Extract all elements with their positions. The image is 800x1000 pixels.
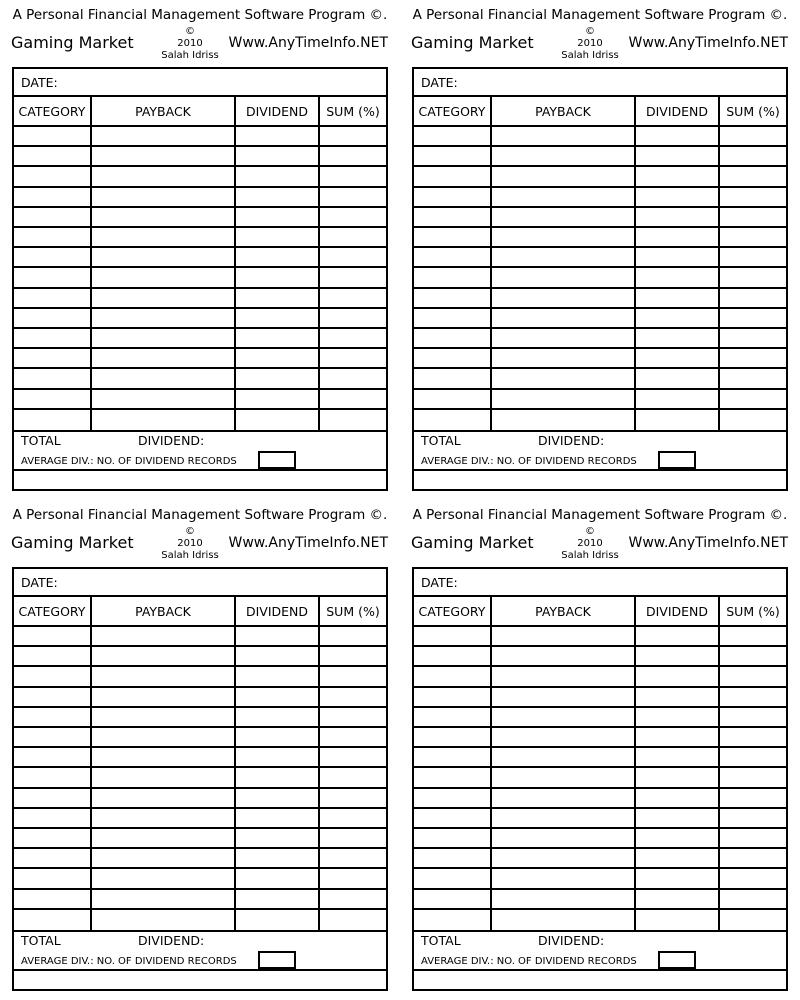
column-divider <box>234 97 236 432</box>
row-divider <box>14 686 386 688</box>
date-field[interactable] <box>14 69 386 97</box>
row-divider <box>414 847 786 849</box>
copyright-year: 2010 <box>177 538 203 549</box>
row-divider <box>414 125 786 127</box>
dividend-label: DIVIDEND: <box>538 433 605 448</box>
column-header-category: CATEGORY <box>18 104 86 119</box>
copyright-year: 2010 <box>577 538 603 549</box>
ledger-panel <box>400 500 800 1000</box>
copyright-year: 2010 <box>577 38 603 49</box>
row-divider <box>414 246 786 248</box>
table-bottom-line <box>14 430 386 432</box>
table-bottom-line <box>414 930 786 932</box>
column-divider <box>490 97 492 432</box>
row-divider <box>414 827 786 829</box>
date-label: DATE: <box>421 575 458 590</box>
column-header-sum: SUM (%) <box>326 104 380 119</box>
row-divider <box>14 908 386 910</box>
ledger-panel <box>0 500 400 1000</box>
column-divider <box>634 97 636 432</box>
row-divider <box>414 408 786 410</box>
dividend-records-count-box[interactable] <box>258 451 296 469</box>
column-header-category: CATEGORY <box>18 604 86 619</box>
dividend-label: DIVIDEND: <box>138 933 205 948</box>
column-header-dividend: DIVIDEND <box>245 604 309 619</box>
ledger-table <box>414 597 786 932</box>
form-divider <box>14 969 386 971</box>
row-divider <box>414 226 786 228</box>
column-divider <box>318 597 320 932</box>
table-bottom-line <box>14 930 386 932</box>
row-divider <box>414 347 786 349</box>
copyright-block <box>150 526 230 562</box>
column-divider <box>90 97 92 432</box>
dividend-label: DIVIDEND: <box>538 933 605 948</box>
row-divider <box>14 827 386 829</box>
column-header-sum: SUM (%) <box>326 604 380 619</box>
row-divider <box>414 625 786 627</box>
program-title: A Personal Financial Management Software Program ©. <box>412 7 788 23</box>
program-title: A Personal Financial Management Software Program ©. <box>412 507 788 523</box>
total-label: TOTAL <box>21 433 61 448</box>
column-header-payback: PAYBACK <box>535 604 591 619</box>
row-divider <box>14 367 386 369</box>
dividend-records-count-box[interactable] <box>658 951 696 969</box>
row-divider <box>414 726 786 728</box>
row-divider <box>14 125 386 127</box>
row-divider <box>14 307 386 309</box>
row-divider <box>414 266 786 268</box>
program-title: A Personal Financial Management Software Program ©. <box>12 7 388 23</box>
ledger-form <box>12 67 388 491</box>
row-divider <box>14 787 386 789</box>
row-divider <box>14 206 386 208</box>
app-name: Gaming Market <box>411 33 534 52</box>
row-divider <box>14 746 386 748</box>
dividend-label: DIVIDEND: <box>138 433 205 448</box>
row-divider <box>14 867 386 869</box>
row-divider <box>14 766 386 768</box>
row-divider <box>414 888 786 890</box>
column-divider <box>490 597 492 932</box>
column-header-dividend: DIVIDEND <box>245 104 309 119</box>
row-divider <box>14 145 386 147</box>
ledger-panel <box>400 0 800 500</box>
average-dividend-label: AVERAGE DIV.: NO. OF DIVIDEND RECORDS <box>421 456 637 467</box>
row-divider <box>414 867 786 869</box>
row-divider <box>14 165 386 167</box>
website-link[interactable]: Www.AnyTimeInfo.NET <box>628 535 788 551</box>
row-divider <box>14 645 386 647</box>
column-divider <box>718 97 720 432</box>
column-header-category: CATEGORY <box>418 604 486 619</box>
date-label: DATE: <box>421 75 458 90</box>
total-label: TOTAL <box>21 933 61 948</box>
column-header-payback: PAYBACK <box>135 104 191 119</box>
row-divider <box>414 367 786 369</box>
total-label: TOTAL <box>421 933 461 948</box>
row-divider <box>414 206 786 208</box>
website-link[interactable]: Www.AnyTimeInfo.NET <box>228 535 388 551</box>
row-divider <box>414 327 786 329</box>
column-divider <box>718 597 720 932</box>
total-label: TOTAL <box>421 433 461 448</box>
column-header-category: CATEGORY <box>418 104 486 119</box>
dividend-records-count-box[interactable] <box>258 951 296 969</box>
column-divider <box>634 597 636 932</box>
row-divider <box>14 186 386 188</box>
row-divider <box>414 165 786 167</box>
row-divider <box>414 145 786 147</box>
ledger-form <box>12 567 388 991</box>
column-divider <box>90 597 92 932</box>
website-link[interactable]: Www.AnyTimeInfo.NET <box>228 35 388 51</box>
copyright-block <box>550 526 630 562</box>
form-divider <box>14 469 386 471</box>
row-divider <box>14 665 386 667</box>
row-divider <box>14 625 386 627</box>
ledger-table <box>14 97 386 432</box>
row-divider <box>414 766 786 768</box>
row-divider <box>14 807 386 809</box>
table-bottom-line <box>414 430 786 432</box>
date-field[interactable] <box>414 69 786 97</box>
ledger-form <box>412 67 788 491</box>
copyright-symbol: © <box>585 26 595 37</box>
column-header-sum: SUM (%) <box>726 604 780 619</box>
row-divider <box>414 908 786 910</box>
row-divider <box>14 726 386 728</box>
row-divider <box>414 706 786 708</box>
row-divider <box>414 388 786 390</box>
copyright-block <box>550 26 630 62</box>
ledger-form <box>412 567 788 991</box>
row-divider <box>414 787 786 789</box>
row-divider <box>14 266 386 268</box>
row-divider <box>414 307 786 309</box>
column-header-payback: PAYBACK <box>535 104 591 119</box>
ledger-table <box>14 597 386 932</box>
ledger-panel <box>0 0 400 500</box>
row-divider <box>14 287 386 289</box>
ledger-table <box>414 97 786 432</box>
copyright-symbol: © <box>585 526 595 537</box>
column-header-payback: PAYBACK <box>135 604 191 619</box>
row-divider <box>14 388 386 390</box>
row-divider <box>414 665 786 667</box>
row-divider <box>14 408 386 410</box>
row-divider <box>14 888 386 890</box>
program-title: A Personal Financial Management Software Program ©. <box>12 507 388 523</box>
form-divider <box>414 969 786 971</box>
copyright-year: 2010 <box>177 38 203 49</box>
average-dividend-label: AVERAGE DIV.: NO. OF DIVIDEND RECORDS <box>421 956 637 967</box>
copyright-author: Salah Idriss <box>561 50 619 61</box>
copyright-author: Salah Idriss <box>561 550 619 561</box>
row-divider <box>14 847 386 849</box>
row-divider <box>414 186 786 188</box>
row-divider <box>414 807 786 809</box>
row-divider <box>414 645 786 647</box>
copyright-symbol: © <box>185 26 195 37</box>
column-divider <box>318 97 320 432</box>
copyright-author: Salah Idriss <box>161 50 219 61</box>
copyright-symbol: © <box>185 526 195 537</box>
row-divider <box>14 226 386 228</box>
dividend-records-count-box[interactable] <box>658 451 696 469</box>
column-header-sum: SUM (%) <box>726 104 780 119</box>
date-field[interactable] <box>14 569 386 597</box>
date-field[interactable] <box>414 569 786 597</box>
row-divider <box>14 347 386 349</box>
average-dividend-label: AVERAGE DIV.: NO. OF DIVIDEND RECORDS <box>21 456 237 467</box>
column-header-dividend: DIVIDEND <box>645 104 709 119</box>
row-divider <box>14 327 386 329</box>
average-dividend-label: AVERAGE DIV.: NO. OF DIVIDEND RECORDS <box>21 956 237 967</box>
website-link[interactable]: Www.AnyTimeInfo.NET <box>628 35 788 51</box>
app-name: Gaming Market <box>11 533 134 552</box>
app-name: Gaming Market <box>411 533 534 552</box>
copyright-block <box>150 26 230 62</box>
copyright-author: Salah Idriss <box>161 550 219 561</box>
column-header-dividend: DIVIDEND <box>645 604 709 619</box>
column-divider <box>234 597 236 932</box>
app-name: Gaming Market <box>11 33 134 52</box>
row-divider <box>14 246 386 248</box>
row-divider <box>414 686 786 688</box>
row-divider <box>414 746 786 748</box>
row-divider <box>14 706 386 708</box>
form-divider <box>414 469 786 471</box>
date-label: DATE: <box>21 575 58 590</box>
date-label: DATE: <box>21 75 58 90</box>
row-divider <box>414 287 786 289</box>
